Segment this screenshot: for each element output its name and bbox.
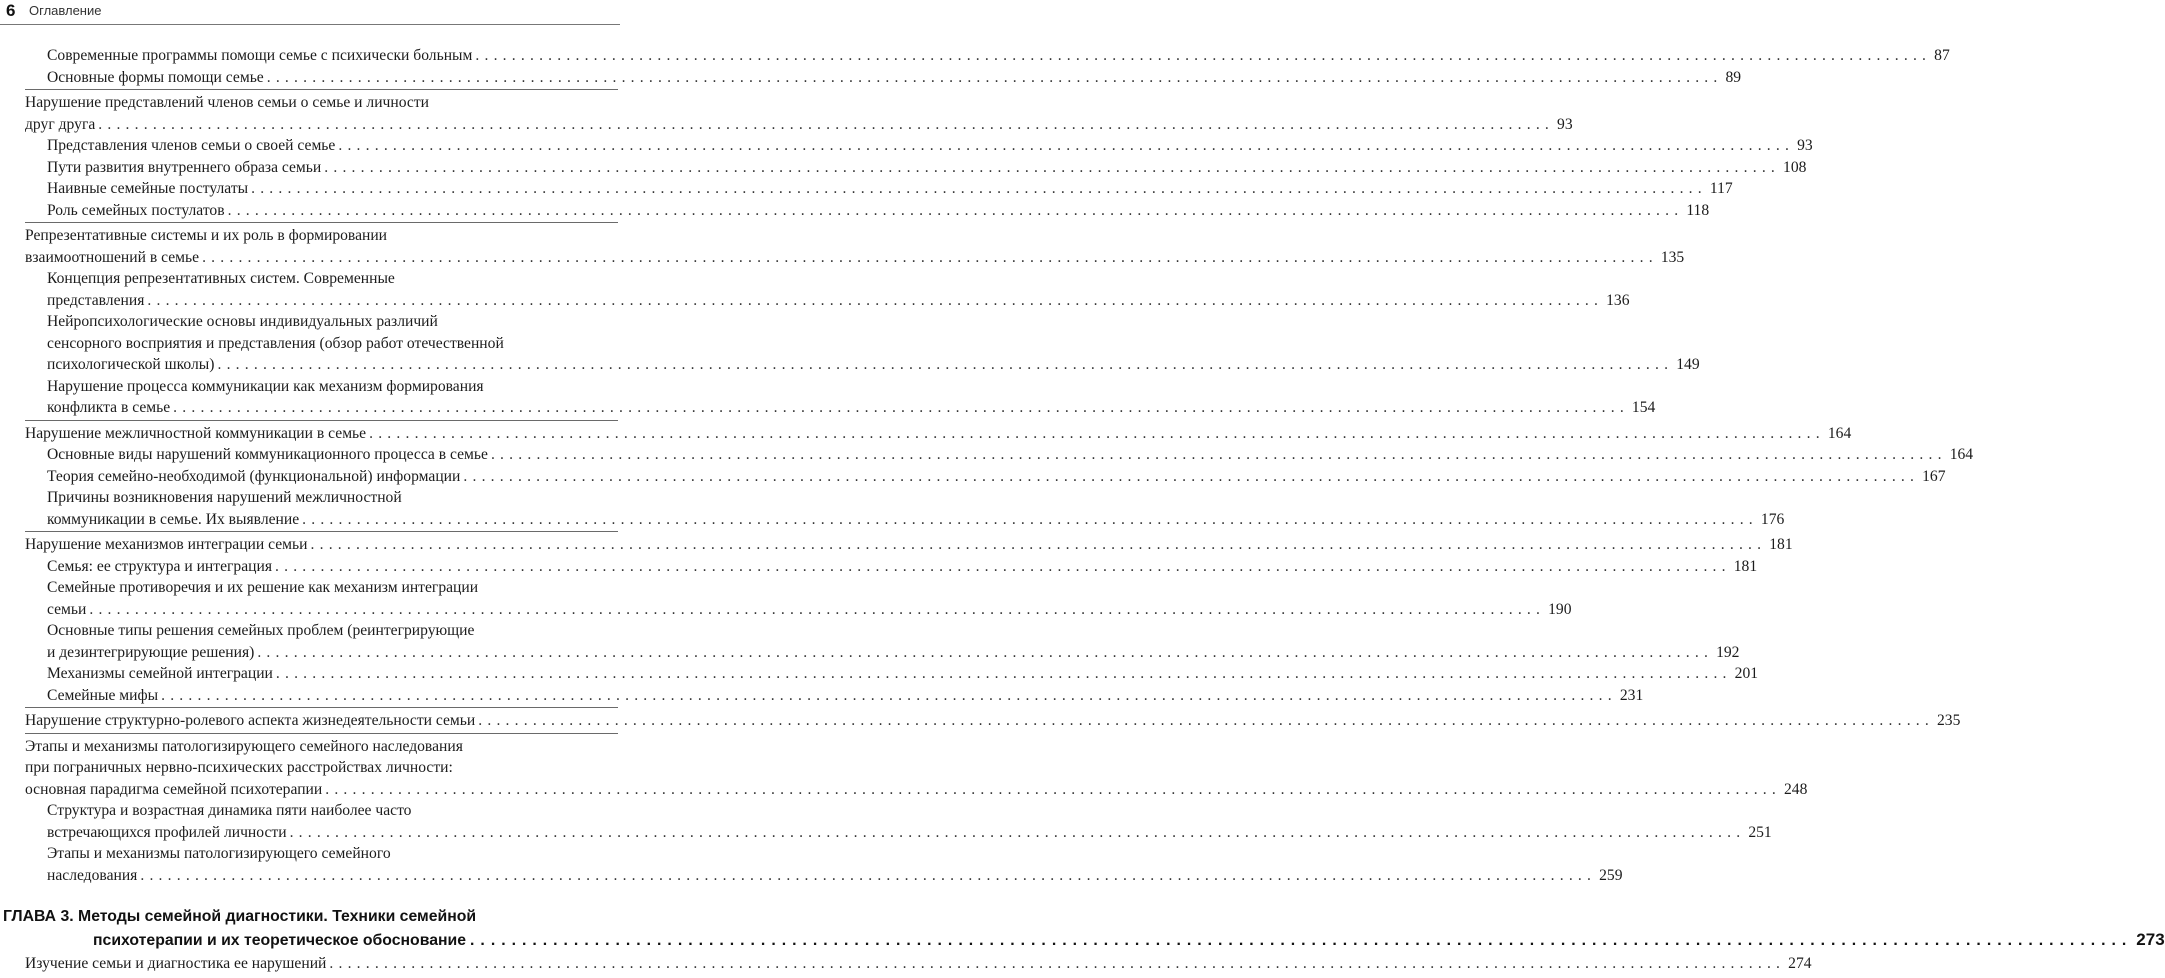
toc-entry[interactable] [47, 620, 1740, 663]
toc-entry[interactable] [25, 953, 1812, 975]
toc-entry-text: конфликта в семье [47, 399, 171, 416]
toc-entry[interactable] [47, 178, 1733, 200]
toc-entry[interactable] [47, 135, 1813, 157]
leader-dots: ................................................................................................................................................................ [478, 712, 1934, 729]
toc-entry-text: Нарушение процесса коммуникации как механизм формирования [47, 377, 484, 395]
leader-dots: ................................................................................................................................................................ [325, 780, 1781, 798]
toc-entry-text: семьи [47, 600, 87, 618]
toc-entry[interactable] [47, 556, 1758, 578]
toc-entry-text: Современные программы помощи семье с психически больным [47, 47, 473, 64]
leader-dots: ................................................................................................................................................................ [302, 510, 1758, 528]
toc-entry-text: коммуникации в семье. Их выявление [47, 510, 300, 528]
toc-page-number: 135 [1660, 248, 1685, 266]
toc-entry[interactable] [25, 534, 1793, 556]
leader-dots: ................................................................................................................................................................ [202, 248, 1658, 266]
leader-dots: ................................................................................................................................................................ [289, 823, 1746, 841]
section-divider [25, 222, 618, 223]
running-head-title: Оглавление [29, 3, 102, 18]
running-head [0, 0, 620, 25]
section-divider [25, 531, 618, 532]
toc-entry[interactable] [25, 423, 1852, 445]
toc-entry[interactable] [25, 710, 1961, 732]
toc-entry[interactable] [25, 736, 1808, 801]
toc-entry[interactable] [47, 487, 1785, 530]
toc-page-number: 190 [1548, 600, 1572, 618]
section-divider [25, 420, 618, 421]
leader-dots: ................................................................................................................................................................ [310, 536, 1767, 553]
leader-dots: ................................................................................................................................................................ [251, 180, 1707, 197]
toc-entry-text: Нарушение механизмов интеграции семьи [25, 536, 308, 553]
section-divider [25, 707, 618, 708]
toc-page-number: 176 [1760, 510, 1785, 528]
toc-page-number: 164 [1827, 424, 1852, 442]
toc-page-number: 192 [1716, 643, 1740, 661]
toc-page-number: 93 [1557, 115, 1573, 133]
toc-page-number: 201 [1734, 665, 1759, 682]
toc-entry-text: сенсорного восприятия и представления (обзор работ отечественной [47, 334, 504, 352]
toc-entry-text: Роль семейных постулатов [47, 201, 225, 219]
leader-dots: ................................................................................................................................................................ [147, 291, 1604, 309]
section-divider [25, 89, 618, 90]
page-number: 6 [6, 1, 16, 20]
leader-dots: ................................................................................................................................................................ [329, 955, 1786, 972]
toc-entry[interactable] [47, 157, 1807, 179]
toc-page-number: 231 [1619, 686, 1644, 704]
toc-entry-text: Основные типы решения семейных проблем (реинтегрирующие [47, 622, 475, 639]
toc-entry[interactable] [47, 268, 1630, 311]
leader-dots: ................................................................................................................................................................ [89, 600, 1546, 618]
toc-entry-text: представления [47, 291, 145, 309]
toc-entry-text: Структура и возрастная динамика пяти наиболее часто [47, 802, 412, 819]
toc-page-number: 251 [1748, 823, 1772, 841]
leader-dots: ................................................................................................................................................................ [173, 399, 1629, 416]
leader-dots: ................................................................................................................................................................ [217, 356, 1674, 373]
toc-entry-text: Основные виды нарушений коммуникационного процесса в семье [47, 446, 488, 463]
toc-page-number: 93 [1797, 137, 1813, 154]
toc-entry[interactable] [47, 200, 1710, 222]
toc-entry[interactable] [47, 444, 1974, 466]
leader-dots: ................................................................................................................................................................ [369, 424, 1825, 442]
toc-entry-text: Пути развития внутреннего образа семьи [47, 158, 322, 176]
toc-page-number: 181 [1769, 536, 1793, 553]
toc-page-number: 89 [1725, 68, 1742, 86]
toc-entry[interactable] [25, 225, 1685, 268]
toc-entry-text: друг друга [25, 115, 96, 133]
toc-entry[interactable] [47, 800, 1772, 843]
toc-entry-text: наследования [47, 866, 138, 884]
toc-entry-text: Семейные противоречия и их решение как механизм интеграции [47, 579, 479, 596]
leader-dots: ................................................................................................................................................................ [475, 47, 1932, 64]
toc-entry-text: Семья: ее структура и интеграция [47, 557, 272, 575]
toc-entry-text: Этапы и механизмы патологизирующего семейного наследования [25, 737, 463, 755]
toc-page-number: 154 [1631, 399, 1656, 416]
toc-entry-text: Механизмы семейной интеграции [47, 665, 273, 682]
toc-entry[interactable] [47, 663, 1759, 685]
toc-entry-text: Причины возникновения нарушений межличностной [47, 489, 402, 506]
toc-entry[interactable] [47, 466, 1946, 488]
toc-entry-text: Концепция репрезентативных систем. Современные [47, 270, 395, 287]
toc-entry-text: Наивные семейные постулаты [47, 180, 249, 197]
section-divider [25, 733, 618, 734]
toc-page-number: 248 [1783, 780, 1808, 798]
chapter-page-number: 273 [2136, 929, 2165, 949]
leader-dots: ................................................................................................................................................................ [227, 201, 1684, 219]
leader-dots: ................................................................................................................................................................ [140, 866, 1597, 884]
toc-entry[interactable] [47, 67, 1742, 89]
toc-page-number: 136 [1606, 291, 1630, 309]
toc-entry-text: и дезинтегрирующие решения) [47, 643, 255, 661]
leader-dots: ................................................................................................................................................................ [275, 665, 1732, 682]
leader-dots: ................................................................................................................................................................ [490, 446, 1947, 463]
toc-entry-text: основная парадигма семейной психотерапии [25, 780, 323, 798]
leader-dots: ................................................................................................................................................................ [463, 467, 1920, 485]
toc-entry-text: Этапы и механизмы патологизирующего семейного [47, 845, 391, 862]
toc-entry-text: психологической школы) [47, 356, 215, 373]
leader-dots: ................................................................................................................................................................ [470, 931, 2133, 949]
toc-entry[interactable] [47, 577, 1572, 620]
toc-page-number: 108 [1783, 158, 1807, 176]
toc-page-number: 259 [1599, 866, 1623, 884]
leader-dots: ................................................................................................................................................................ [275, 557, 1731, 575]
toc-page-number: 181 [1733, 557, 1758, 575]
toc-entry-text: Репрезентативные системы и их роль в формировании [25, 227, 388, 244]
leader-dots: ................................................................................................................................................................ [98, 115, 1555, 133]
toc-page-number: 274 [1788, 955, 1812, 972]
toc-entry[interactable] [47, 376, 1656, 419]
toc-entry-text: Основные формы помощи семье [47, 68, 264, 86]
toc-entry-text: при пограничных нервно-психических расстройствах личности: [25, 759, 453, 776]
toc-entry[interactable] [25, 92, 1573, 135]
toc-entry-text: Изучение семьи и диагностика ее нарушений [25, 955, 327, 972]
leader-dots: ................................................................................................................................................................ [324, 158, 1781, 176]
chapter-title-line-2: психотерапии и их теоретическое обоснование [93, 931, 467, 949]
toc-entry-text: Теория семейно-необходимой (функциональной) информации [47, 467, 461, 485]
toc-entry-text: Нарушение представлений членов семьи о семье и личности [25, 94, 429, 111]
toc-entry-text: Семейные мифы [47, 686, 159, 704]
toc-entry-text: Нейропсихологические основы индивидуальных различий [47, 313, 438, 330]
chapter-title-line-1: ГЛАВА 3. Методы семейной диагностики. Техники семейной [3, 908, 477, 925]
toc-page-number: 149 [1676, 356, 1700, 373]
toc-page-number: 164 [1949, 446, 1974, 463]
toc-page-number: 235 [1937, 712, 1961, 729]
leader-dots: ................................................................................................................................................................ [257, 643, 1714, 661]
toc-page-number: 118 [1686, 201, 1710, 219]
toc-entry-text: встречающихся профилей личности [47, 823, 287, 841]
leader-dots: ................................................................................................................................................................ [266, 68, 1723, 86]
toc-entry-text: Представления членов семьи о своей семье [47, 137, 336, 154]
toc-entry[interactable] [47, 45, 1950, 67]
toc-entry-text: взаимоотношений в семье [25, 248, 200, 266]
toc-entry[interactable] [47, 685, 1644, 707]
chapter-heading [3, 906, 2165, 952]
toc-entry-text: Нарушение межличностной коммуникации в семье [25, 424, 367, 442]
toc-page-number: 167 [1922, 467, 1946, 485]
toc-entry[interactable] [47, 311, 1700, 376]
toc-page-number: 87 [1934, 47, 1950, 64]
toc-entry[interactable] [47, 843, 1623, 886]
toc-page-number: 117 [1709, 180, 1733, 197]
leader-dots: ................................................................................................................................................................ [161, 686, 1617, 704]
leader-dots: ................................................................................................................................................................ [338, 137, 1795, 154]
toc-entry-text: Нарушение структурно-ролевого аспекта жизнедеятельности семьи [25, 712, 476, 729]
